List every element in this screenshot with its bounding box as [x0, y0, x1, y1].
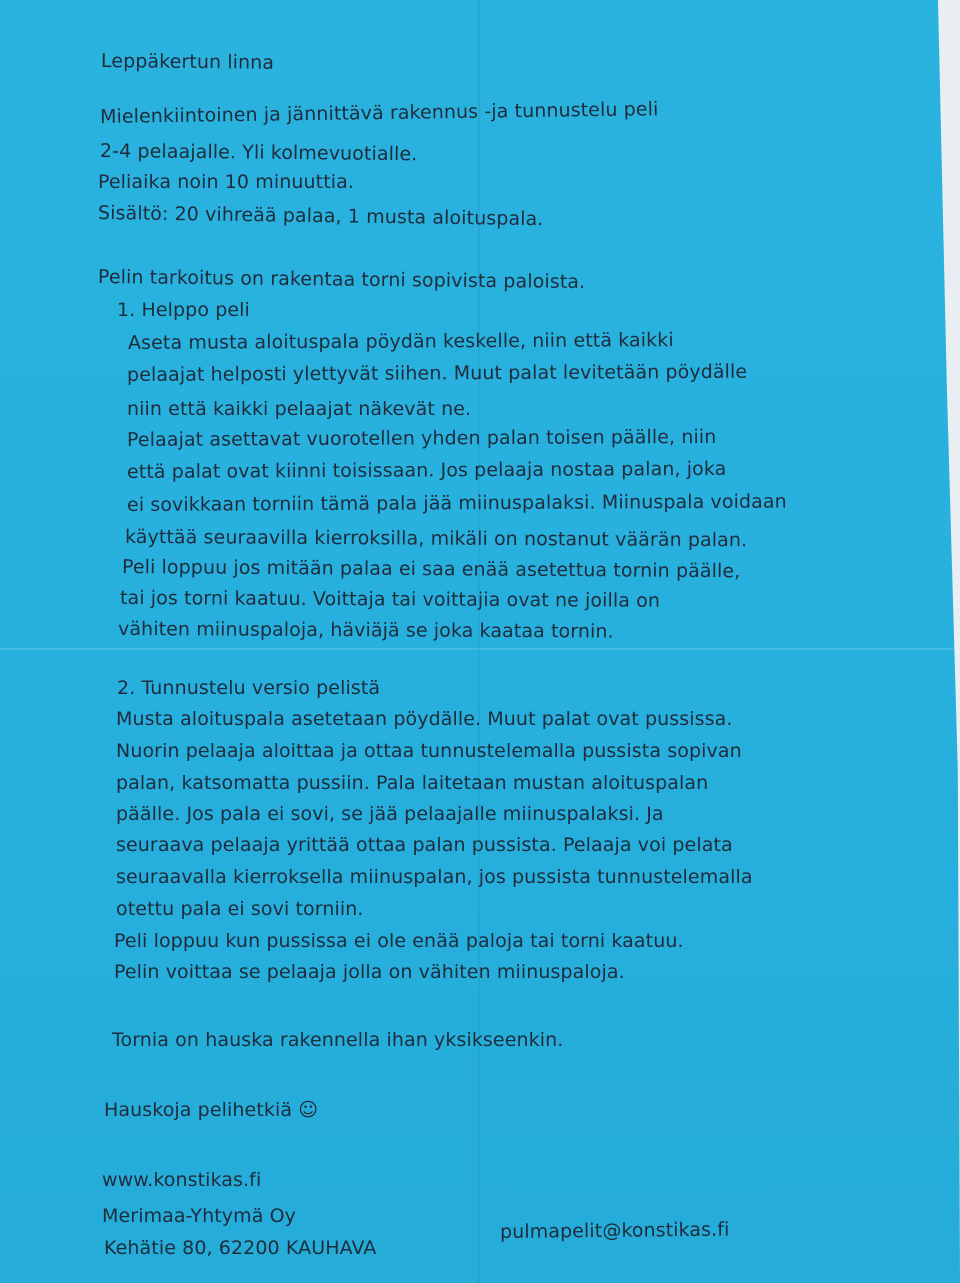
- section2-line: Pelin voittaa se pelaaja jolla on vähiten miinuspaloja.: [114, 961, 625, 983]
- company-name: Merimaa-Yhtymä Oy: [102, 1205, 297, 1227]
- intro-line: Sisältö: 20 vihreää palaa, 1 musta aloituspala.: [97, 202, 544, 231]
- section2-line: seuraava pelaaja yrittää ottaa palan pussista. Pelaaja voi pelata: [116, 834, 733, 856]
- section1-line: että palat ovat kiinni toisissaan. Jos pelaaja nostaa palan, joka: [126, 457, 727, 483]
- section2-heading: 2. Tunnustelu versio pelistä: [117, 677, 381, 699]
- closing-text: Tornia on hauska rakennella ihan yksikseenkin.: [112, 1029, 564, 1051]
- section1-line: Pelaajat asettavat vuorotellen yhden palan toisen päälle, niin: [126, 425, 717, 451]
- section1-line: niin että kaikki pelaajat näkevät ne.: [127, 398, 472, 420]
- section1-line: vähiten miinuspaloja, häviäjä se joka kaataa tornin.: [117, 618, 614, 643]
- section1-line: ei sovikkaan torniin tämä pala jää miinuspalaksi. Miinuspala voidaan: [126, 490, 787, 516]
- paper-edge: [938, 0, 960, 1283]
- section2-line: seuraavalla kierroksella miinuspalan, jos pussista tunnustelemalla: [116, 866, 753, 888]
- company-address: Kehätie 80, 62200 KAUHAVA: [104, 1237, 377, 1259]
- purpose-text: Pelin tarkoitus on rakentaa torni sopivista paloista.: [97, 266, 586, 294]
- section2-line: palan, katsomatta pussiin. Pala laitetaan mustan aloituspalan: [116, 772, 709, 794]
- section2-line: Musta aloituspala asetetaan pöydälle. Muut palat ovat pussissa.: [116, 708, 733, 730]
- section1-line: Aseta musta aloituspala pöydän keskelle, niin että kaikki: [127, 329, 674, 354]
- email-link[interactable]: pulmapelit@konstikas.fi: [499, 1218, 730, 1243]
- section2-line: Nuorin pelaaja aloittaa ja ottaa tunnustelemalla pussista sopivan: [116, 740, 742, 762]
- greeting-text: Hauskoja pelihetkiä ☺: [104, 1099, 319, 1121]
- section1-line: tai jos torni kaatuu. Voittaja tai voittajia ovat ne joilla on: [119, 587, 661, 612]
- website-link[interactable]: www.konstikas.fi: [102, 1169, 262, 1191]
- section1-line: käyttää seuraavilla kierroksilla, mikäli on nostanut väärän palan.: [124, 526, 748, 552]
- document-title: Leppäkertun linna: [100, 50, 275, 74]
- intro-line: Peliaika noin 10 minuuttia.: [98, 171, 355, 193]
- section1-heading: 1. Helppo peli: [117, 299, 250, 321]
- section2-line: Peli loppuu kun pussissa ei ole enää paloja tai torni kaatuu.: [114, 930, 684, 952]
- section1-line: Peli loppuu jos mitään palaa ei saa enää asetettua tornin päälle,: [121, 556, 741, 583]
- intro-line: Mielenkiintoinen ja jännittävä rakennus -ja tunnustelu peli: [99, 98, 659, 128]
- section2-line: päälle. Jos pala ei sovi, se jää pelaajalle miinuspalaksi. Ja: [116, 803, 664, 825]
- paper-fold: [0, 648, 960, 650]
- intro-line: 2-4 pelaajalle. Yli kolmevuotialle.: [99, 140, 418, 166]
- section2-line: otettu pala ei sovi torniin.: [116, 898, 364, 920]
- section1-line: pelaajat helposti ylettyvät siihen. Muut palat levitetään pöydälle: [126, 360, 748, 386]
